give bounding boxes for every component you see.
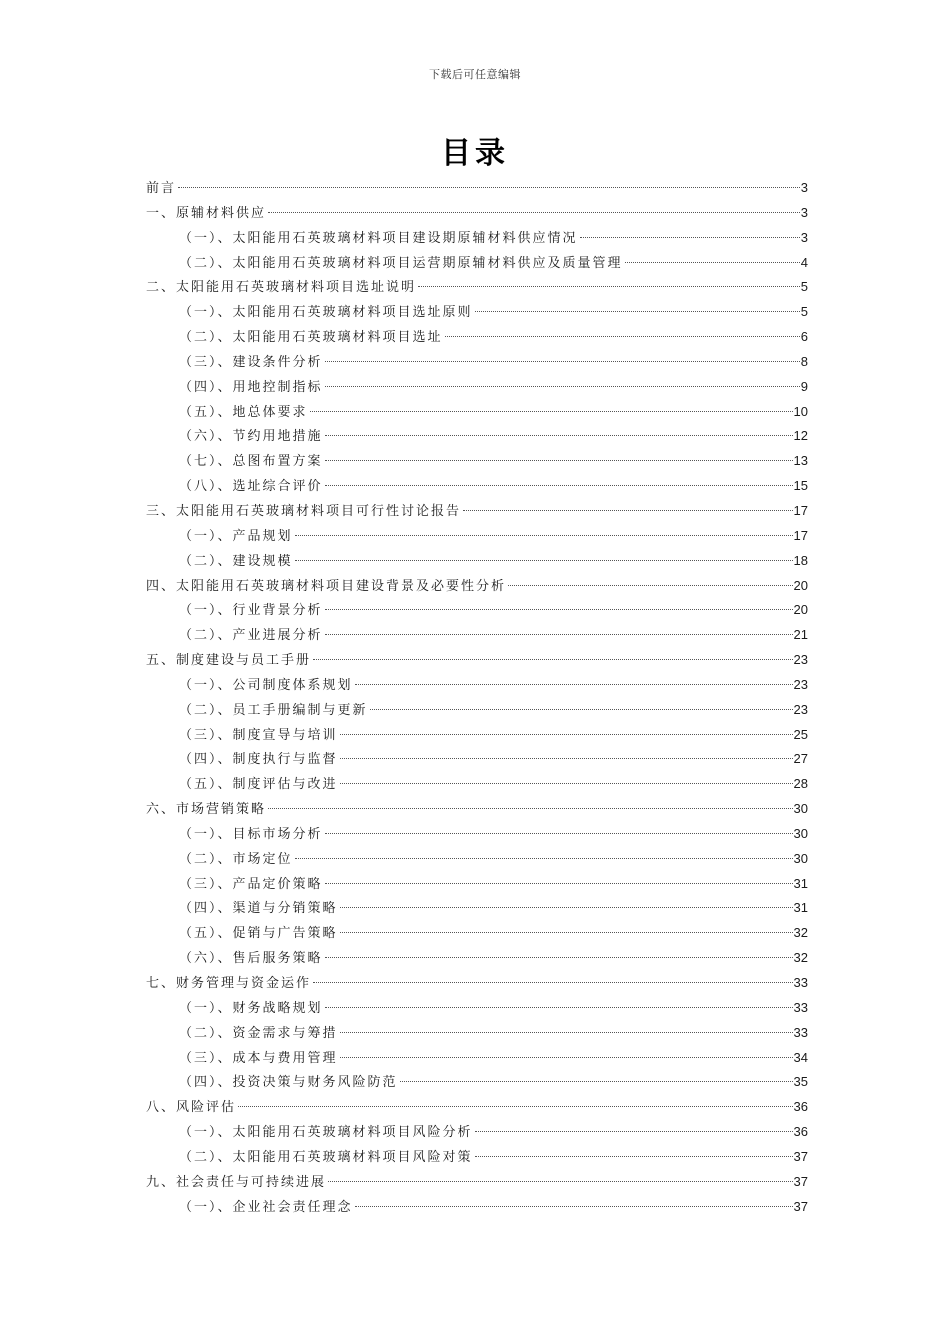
toc-entry-page-number: 21 [793,627,808,643]
toc-entry-label: （一）、企业社会责任理念 [179,1199,353,1215]
toc-entry-page-number: 32 [793,925,808,941]
toc-entry-page-number: 20 [793,577,808,593]
toc-entry-page-number: 30 [793,801,808,817]
toc-entry-17[interactable] [146,574,808,599]
toc-dot-leader [340,734,793,735]
toc-dot-leader [340,783,793,784]
toc-entry-page-number: 12 [793,428,808,444]
toc-entry-page-number: 6 [800,329,808,345]
toc-entry-page-number: 34 [793,1049,808,1065]
toc-dot-leader [370,709,793,710]
toc-entry-30[interactable] [146,896,808,921]
toc-entry-13[interactable] [146,474,808,499]
toc-entry-page-number: 17 [793,527,808,543]
toc-dot-leader [340,1032,793,1033]
toc-entry-page-number: 37 [793,1148,808,1164]
toc-entry-label: （一）、财务战略规划 [179,1000,323,1016]
toc-dot-leader [325,634,793,635]
toc-entry-page-number: 8 [800,353,808,369]
page-title: 目录 [441,136,509,171]
toc-entry-24[interactable] [146,747,808,772]
toc-entry-34[interactable] [146,996,808,1021]
toc-dot-leader [355,684,793,685]
toc-entry-page-number: 15 [793,478,808,494]
toc-dot-leader [418,286,800,287]
toc-dot-leader [463,510,793,511]
toc-entry-page-number: 20 [793,602,808,618]
header-note: 下载后可任意编辑 [429,68,521,81]
toc-entry-label: 五、制度建设与员工手册 [146,653,312,669]
toc-dot-leader [475,311,800,312]
toc-entry-label: （二）、员工手册编制与更新 [179,702,368,718]
toc-entry-11[interactable] [146,424,808,449]
toc-entry-6[interactable] [146,300,808,325]
toc-entry-33[interactable] [146,971,808,996]
toc-entry-page-number: 3 [800,180,808,195]
toc-entry-page-number: 17 [793,502,808,518]
toc-entry-label: 九、社会责任与可持续进展 [146,1174,327,1190]
toc-entry-page-number: 31 [793,900,808,916]
toc-dot-leader [310,411,793,412]
toc-entry-page-number: 35 [793,1074,808,1090]
toc-entry-42[interactable] [146,1195,808,1220]
toc-entry-label: （六）、节约用地措施 [179,429,323,445]
toc-entry-18[interactable] [146,598,808,623]
toc-entry-20[interactable] [146,648,808,673]
toc-entry-label: （三）、成本与费用管理 [179,1050,338,1066]
toc-dot-leader [325,485,793,486]
toc-dot-leader [313,659,793,660]
toc-entry-label: （二）、太阳能用石英玻璃材料项目风险对策 [179,1149,473,1165]
toc-entry-29[interactable] [146,872,808,897]
toc-dot-leader [508,585,793,586]
toc-dot-leader [580,237,800,238]
toc-dot-leader [238,1106,793,1107]
toc-dot-leader [313,982,793,983]
toc-entry-page-number: 10 [793,403,808,419]
toc-entry-25[interactable] [146,772,808,797]
toc-entry-label: （二）、建设规模 [179,553,293,569]
toc-entry-label: 三、太阳能用石英玻璃材料项目可行性讨论报告 [146,503,462,519]
toc-entry-label: （五）、制度评估与改进 [179,777,338,793]
toc-entry-label: （一）、太阳能用石英玻璃材料项目选址原则 [179,305,473,321]
toc-entry-14[interactable] [146,499,808,524]
toc-entry-8[interactable] [146,350,808,375]
toc-entry-3[interactable] [146,226,808,251]
toc-entry-2[interactable] [146,201,808,226]
toc-entry-label: （一）、行业背景分析 [179,603,323,619]
toc-dot-leader [295,535,793,536]
toc-entry-page-number: 37 [793,1173,808,1189]
toc-entry-7[interactable] [146,325,808,350]
toc-entry-12[interactable] [146,449,808,474]
toc-entry-32[interactable] [146,946,808,971]
toc-entry-10[interactable] [146,400,808,425]
toc-entry-23[interactable] [146,723,808,748]
toc-entry-15[interactable] [146,524,808,549]
toc-dot-leader [295,560,793,561]
toc-entry-16[interactable] [146,549,808,574]
toc-entry-label: （七）、总图布置方案 [179,454,323,470]
toc-entry-label: （二）、太阳能用石英玻璃材料项目运营期原辅材料供应及质量管理 [179,255,623,271]
toc-dot-leader [325,957,793,958]
toc-entry-page-number: 31 [793,875,808,891]
toc-dot-leader [268,808,793,809]
toc-entry-27[interactable] [146,822,808,847]
toc-entry-37[interactable] [146,1070,808,1095]
toc-dot-leader [325,435,793,436]
toc-dot-leader [340,932,793,933]
toc-entry-4[interactable] [146,251,808,276]
toc-entry-label: （四）、投资决策与财务风险防范 [179,1075,398,1091]
toc-entry-label: （八）、选址综合评价 [179,479,323,495]
toc-dot-leader [340,758,793,759]
toc-entry-label: （三）、制度宣导与培训 [179,727,338,743]
toc-dot-leader [268,212,800,213]
toc-entry-36[interactable] [146,1046,808,1071]
toc-entry-label: （二）、市场定位 [179,851,293,867]
toc-dot-leader [625,262,800,263]
toc-entry-21[interactable] [146,673,808,698]
toc-entry-page-number: 9 [800,378,808,394]
toc-entry-label: （四）、渠道与分销策略 [179,901,338,917]
toc-dot-leader [400,1081,793,1082]
toc-entry-page-number: 33 [793,1024,808,1040]
toc-entry-label: （一）、目标市场分析 [179,826,323,842]
toc-entry-page-number: 4 [800,254,808,270]
toc-dot-leader [325,460,793,461]
toc-entry-22[interactable] [146,698,808,723]
toc-entry-page-number: 18 [793,552,808,568]
toc-dot-leader [178,187,800,188]
toc-entry-page-number: 5 [800,279,808,295]
toc-entry-page-number: 37 [793,1198,808,1214]
toc-entry-page-number: 23 [793,652,808,668]
toc-entry-label: 六、市场营销策略 [146,802,267,818]
toc-entry-19[interactable] [146,623,808,648]
toc-entry-label: （二）、产业进展分析 [179,628,323,644]
toc-dot-leader [325,883,793,884]
toc-entry-label: （三）、建设条件分析 [179,354,323,370]
toc-entry-label: （四）、用地控制指标 [179,379,323,395]
toc-dot-leader [445,336,800,337]
toc-entry-label: 八、风险评估 [146,1100,237,1116]
toc-entry-page-number: 27 [793,751,808,767]
toc-entry-label: （三）、产品定价策略 [179,876,323,892]
toc-entry-label: （一）、太阳能用石英玻璃材料项目建设期原辅材料供应情况 [179,230,578,246]
toc-dot-leader [340,1057,793,1058]
toc-entry-page-number: 23 [793,701,808,717]
toc-dot-leader [295,858,793,859]
toc-entry-label: （四）、制度执行与监督 [179,752,338,768]
toc-dot-leader [355,1206,793,1207]
toc-entry-label: （一）、公司制度体系规划 [179,677,353,693]
toc-entry-26[interactable] [146,797,808,822]
toc-dot-leader [328,1181,793,1182]
toc-entry-label: 七、财务管理与资金运作 [146,976,312,991]
toc-entry-page-number: 33 [793,999,808,1015]
toc-entry-page-number: 3 [800,204,808,220]
toc-entry-page-number: 3 [800,229,808,245]
toc-entry-page-number: 30 [793,825,808,841]
toc-entry-label: （二）、太阳能用石英玻璃材料项目选址 [179,330,443,346]
toc-entry-page-number: 13 [793,453,808,469]
toc-entry-page-number: 36 [793,1099,808,1115]
toc-entry-41[interactable] [146,1170,808,1195]
toc-entry-31[interactable] [146,921,808,946]
toc-entry-label: 二、太阳能用石英玻璃材料项目选址说明 [146,280,417,296]
toc-entry-page-number: 25 [793,726,808,742]
toc-dot-leader [325,386,800,387]
toc-entry-page-number: 36 [793,1124,808,1140]
toc-entry-38[interactable] [146,1095,808,1120]
toc-entry-label: （一）、产品规划 [179,528,293,544]
toc-entry-label: 前言 [146,181,177,196]
toc-entry-1[interactable] [146,176,808,201]
toc-entry-label: （六）、售后服务策略 [179,951,323,967]
toc-entry-page-number: 23 [793,676,808,692]
toc-entry-label: （五）、促销与广告策略 [179,926,338,942]
toc-entry-5[interactable] [146,275,808,300]
toc-entry-label: （二）、资金需求与筹措 [179,1025,338,1041]
toc-entry-label: 四、太阳能用石英玻璃材料项目建设背景及必要性分析 [146,578,507,594]
toc-entry-39[interactable] [146,1120,808,1145]
toc-entry-page-number: 28 [793,776,808,792]
toc-dot-leader [325,1007,793,1008]
toc-dot-leader [475,1131,793,1132]
toc-entry-page-number: 33 [793,975,808,990]
toc-entry-28[interactable] [146,847,808,872]
toc-entry-page-number: 30 [793,850,808,866]
toc-dot-leader [325,833,793,834]
toc-entry-label: （一）、太阳能用石英玻璃材料项目风险分析 [179,1125,473,1141]
toc-dot-leader [325,361,800,362]
toc-dot-leader [340,907,793,908]
toc-entry-label: 一、原辅材料供应 [146,205,267,221]
toc-dot-leader [475,1156,793,1157]
toc-entry-page-number: 5 [800,304,808,320]
toc-entry-35[interactable] [146,1021,808,1046]
toc-dot-leader [325,609,793,610]
toc-entry-page-number: 32 [793,950,808,966]
toc-entry-9[interactable] [146,375,808,400]
toc-entry-40[interactable] [146,1145,808,1170]
table-of-contents [146,176,808,1219]
toc-entry-label: （五）、地总体要求 [179,404,308,420]
